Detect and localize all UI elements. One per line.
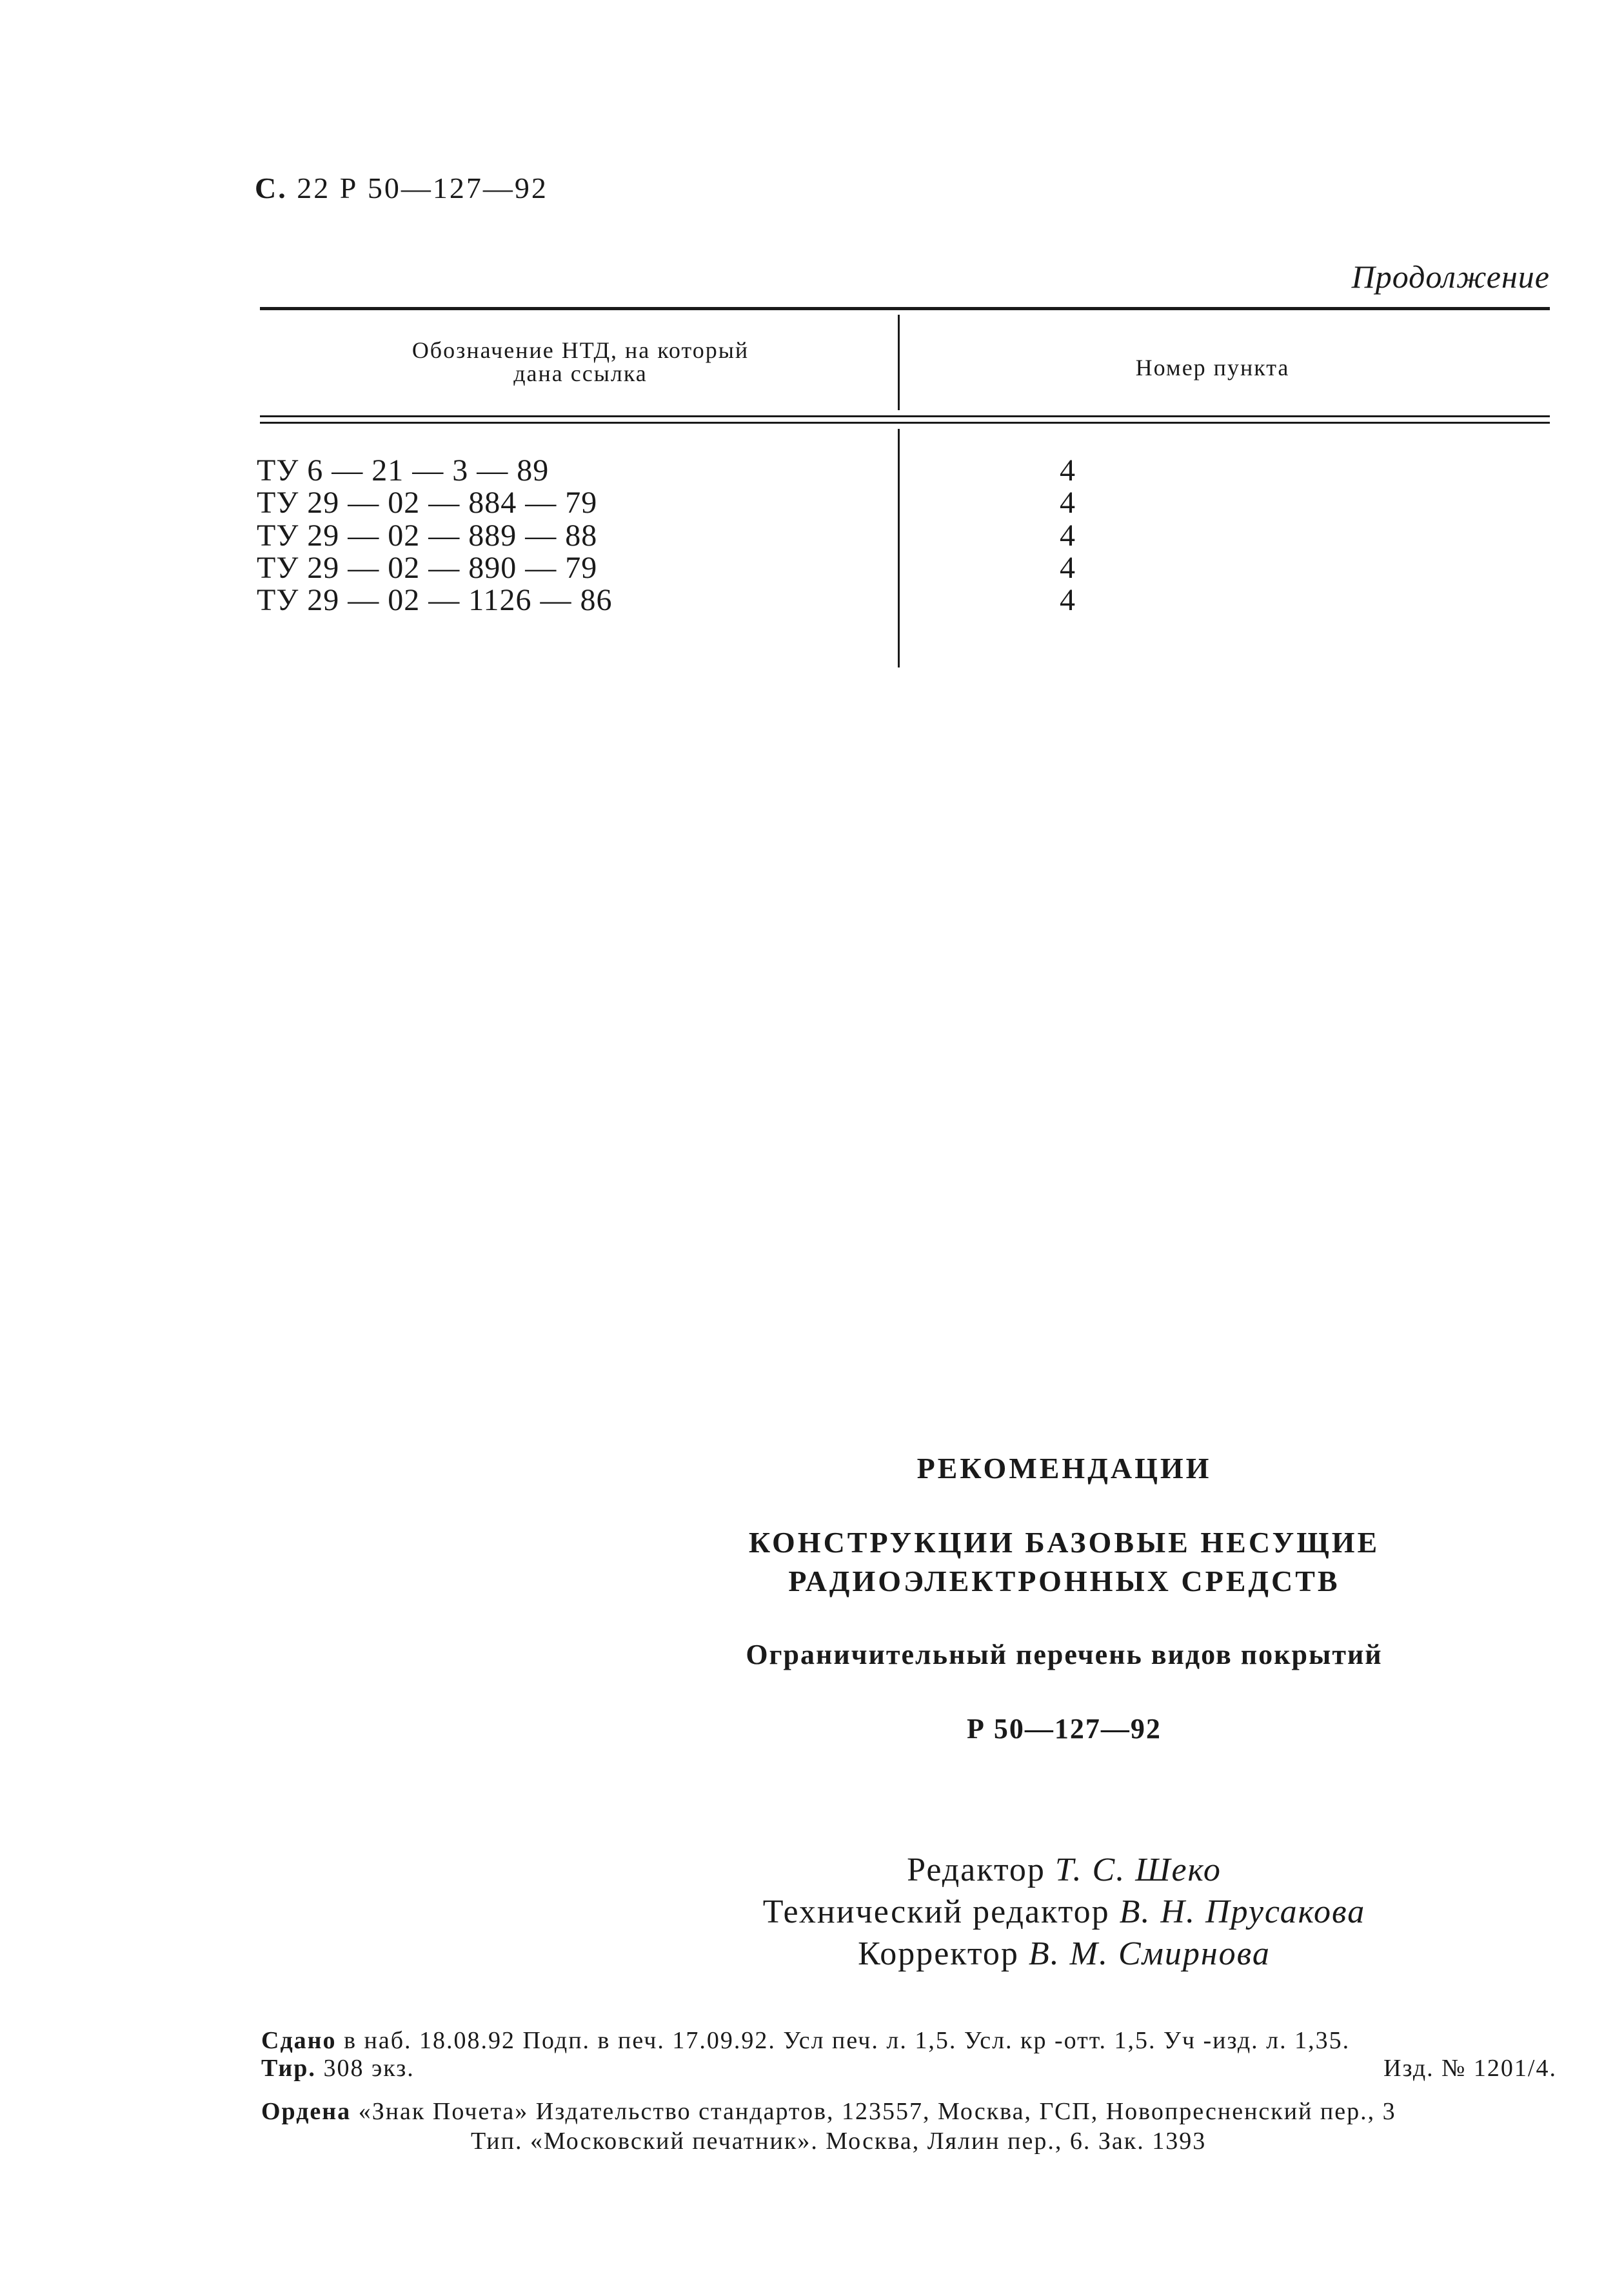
page-number: 22 — [297, 172, 331, 204]
imprint-line-2-right: Изд. № 1201/4. — [1383, 2055, 1557, 2082]
corrector-name: В. М. Смирнова — [1028, 1935, 1271, 1972]
table-row-code: ТУ 29 — 02 — 884 — 79 — [257, 486, 598, 520]
corrector-line — [0, 1935, 1624, 1973]
table-row-item: 4 — [1060, 519, 1075, 553]
editor-name: Т. С. Шеко — [1055, 1852, 1222, 1888]
table-body-divider — [898, 429, 900, 667]
document-title-line1: КОНСТРУКЦИИ БАЗОВЫЕ НЕСУЩИЕ — [748, 1526, 1380, 1559]
table-row-item: 4 — [1060, 551, 1075, 585]
table-top-rule — [260, 307, 1550, 310]
imprint-line-2 — [261, 2054, 415, 2082]
table-row-code: ТУ 6 — 21 — 3 — 89 — [257, 453, 550, 488]
table-row-code: ТУ 29 — 02 — 890 — 79 — [257, 551, 598, 585]
header-doc-number: Р 50—127—92 — [339, 172, 548, 204]
imprint-line-3 — [261, 2097, 1396, 2126]
tech-editor-label: Технический редактор — [762, 1893, 1110, 1930]
col1-header-line1: Обозначение НТД, на который — [411, 337, 749, 363]
table-row-item: 4 — [1060, 486, 1075, 520]
document-number: Р 50—127—92 — [967, 1713, 1162, 1745]
imprint-label-2: Тир. — [261, 2055, 316, 2082]
document-subtitle: Ограничительный перечень видов покрытий — [746, 1639, 1383, 1670]
table-row-item: 4 — [1060, 453, 1075, 488]
table-row-code: ТУ 29 — 02 — 889 — 88 — [257, 519, 598, 553]
col2-header: Номер пункта — [1135, 355, 1290, 381]
document-title-line2: РАДИОЭЛЕКТРОННЫХ СРЕДСТВ — [788, 1565, 1340, 1597]
imprint-text-2: 308 экз. — [323, 2055, 415, 2082]
continuation-label: Продолжение — [1351, 259, 1550, 295]
imprint-text-3: «Знак Почета» Издательство стандартов, 123557, Москва, ГСП, Новопресненский пер., 3 — [358, 2098, 1396, 2125]
header-double-rule-1 — [260, 415, 1550, 417]
imprint-label-3: Ордена — [261, 2098, 352, 2125]
table-row-code: ТУ 29 — 02 — 1126 — 86 — [257, 583, 613, 617]
editor-line — [0, 1851, 1624, 1889]
header-prefix: С. — [255, 172, 288, 204]
table-header-divider — [898, 315, 900, 410]
imprint-label-1: Сдано — [261, 2027, 337, 2054]
col1-header-line2: дана ссылка — [513, 361, 648, 386]
editor-label: Редактор — [907, 1852, 1045, 1888]
corrector-label: Корректор — [858, 1935, 1019, 1972]
document-kind: РЕКОМЕНДАЦИИ — [916, 1452, 1212, 1485]
table-row-item: 4 — [1060, 583, 1075, 617]
col1-header — [310, 339, 851, 385]
imprint-line-4: Тип. «Московский печатник». Москва, Лялин пер., 6. Зак. 1393 — [471, 2128, 1207, 2155]
header-double-rule-2 — [260, 422, 1550, 424]
imprint-line-1 — [261, 2026, 1350, 2055]
imprint-text-1: в наб. 18.08.92 Подп. в печ. 17.09.92. Усл печ. л. 1,5. Усл. кр -отт. 1,5. Уч -изд. л. 1,35. — [344, 2027, 1351, 2054]
page-header — [255, 171, 548, 205]
tech-editor-line — [0, 1893, 1624, 1931]
tech-editor-name: В. Н. Прусакова — [1119, 1893, 1366, 1930]
